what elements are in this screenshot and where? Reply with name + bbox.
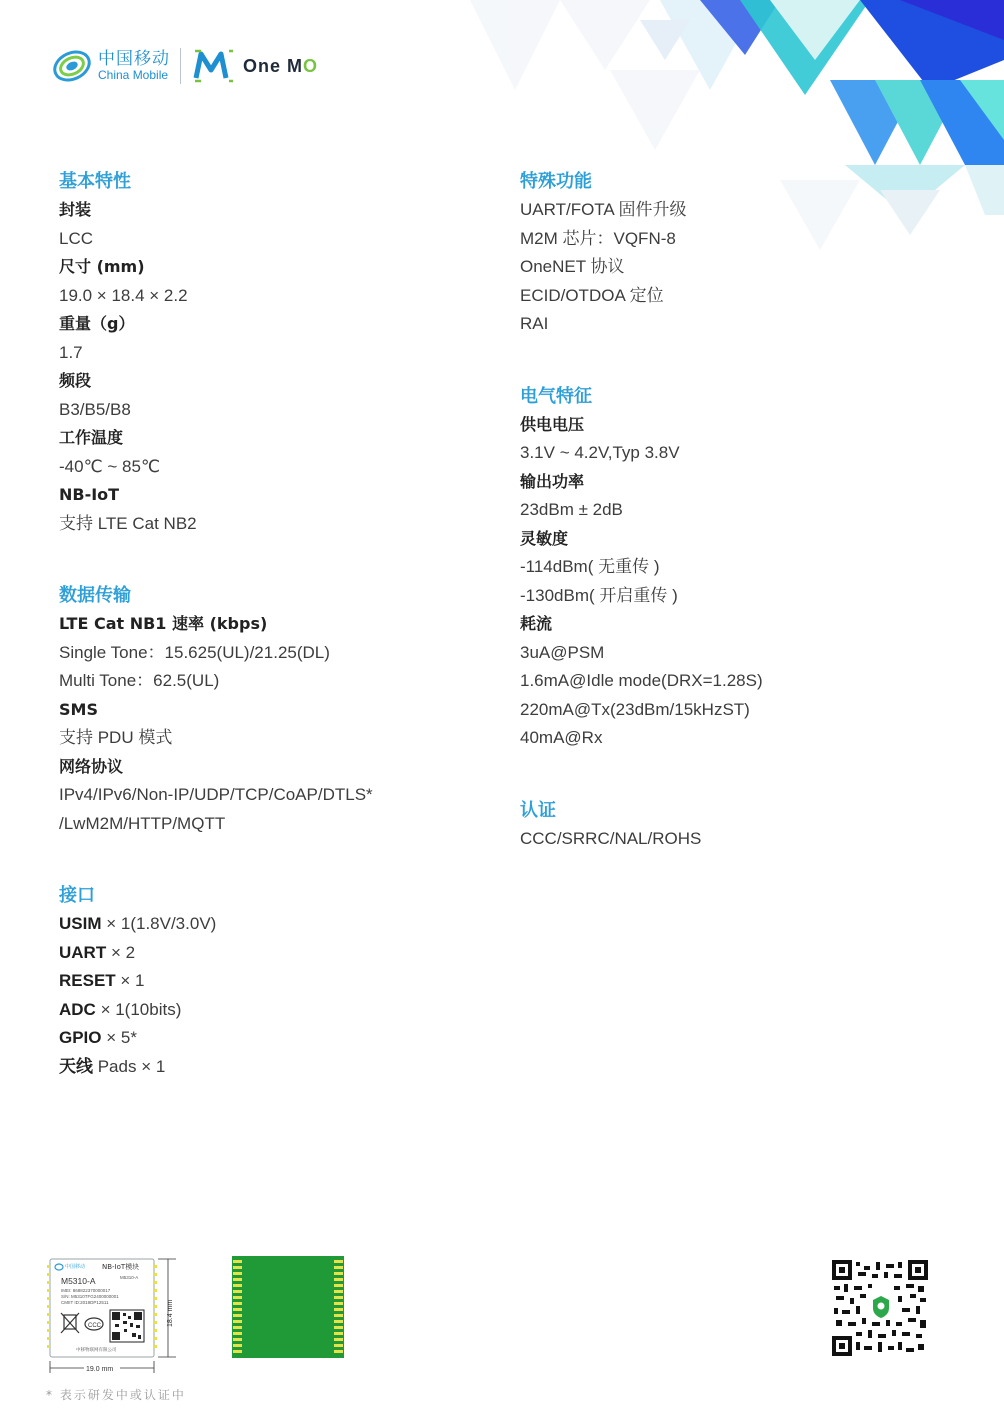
module-model-text: M5310-A: [61, 1276, 96, 1286]
interface-adc: [59, 996, 479, 1025]
spec-value-protocols-1: IPv4/IPv6/Non-IP/UDP/TCP/CoAP/DTLS*: [59, 785, 373, 804]
module-cmiit-text: CMIIT ID:2019DP12511: [61, 1300, 109, 1305]
section-title: 认证: [520, 799, 556, 821]
spec-label-voltage: 供电电压: [520, 414, 585, 434]
interface-name: 天线: [59, 1056, 93, 1076]
board-pad: [334, 1332, 343, 1335]
board-pad: [334, 1272, 343, 1275]
board-pad: [233, 1302, 242, 1305]
spec-value-bands: B3/B5/B8: [59, 399, 131, 419]
board-pad: [233, 1332, 242, 1335]
interface-gpio: [59, 1024, 479, 1053]
svg-text:CCC: CCC: [88, 1323, 101, 1329]
interface-spec: × 1(10bits): [95, 999, 182, 1019]
spec-value-voltage: 3.1V ~ 4.2V,Typ 3.8V: [520, 443, 680, 462]
onemo-wordmark: [243, 56, 318, 77]
spec-value-current-2: 1.6mA@Idle mode(DRX=1.28S): [520, 671, 763, 690]
qr-code-icon: [832, 1260, 928, 1356]
section-data-transmission: [59, 582, 479, 838]
spec-value-nbiot: 支持 LTE Cat NB2: [59, 513, 197, 533]
spec-label-output-power: 输出功率: [520, 471, 585, 491]
spec-column-left: [59, 168, 479, 1125]
feature-line: OneNET 协议: [520, 257, 625, 276]
board-pad: [334, 1320, 343, 1323]
board-pad: [233, 1296, 242, 1299]
board-pad: [233, 1320, 242, 1323]
board-pad: [334, 1302, 343, 1305]
spec-label-rate: LTE Cat NB1 速率 (kbps): [59, 614, 268, 633]
spec-label-package: 封装: [59, 200, 92, 219]
spec-label-sensitivity: 灵敏度: [520, 528, 569, 548]
onemo-wordmark-o: O: [303, 55, 319, 76]
section-title: 数据传输: [59, 585, 131, 606]
spec-value-package: LCC: [59, 228, 94, 248]
section-title: 特殊功能: [520, 171, 592, 192]
board-pad: [233, 1338, 242, 1341]
brand-logos: [52, 44, 318, 88]
board-pad: [334, 1314, 343, 1317]
spec-label-protocols: 网络协议: [59, 756, 124, 776]
spec-label-temperature: 工作温度: [59, 428, 124, 447]
spec-label-sms: SMS: [59, 699, 98, 719]
interface-spec: × 1: [115, 971, 145, 990]
section-electrical: [520, 383, 960, 753]
onemo-logo-icon: [193, 48, 235, 84]
module-model-small: M5310-A: [120, 1275, 139, 1280]
spec-value-size: 19.0 × 18.4 × 2.2: [59, 285, 188, 305]
spec-label-size: 尺寸 (mm): [59, 257, 145, 276]
board-pad: [233, 1326, 242, 1329]
board-pad: [334, 1284, 343, 1287]
board-pad: [233, 1266, 242, 1269]
board-pad: [334, 1266, 343, 1269]
spec-value-sensitivity-2: -130dBm( 开启重传 ): [520, 585, 678, 605]
interface-antenna: [59, 1053, 479, 1082]
feature-line: M2M 芯片：VQFN-8: [520, 228, 676, 248]
interface-uart: [59, 939, 479, 968]
section-title: 电气特征: [520, 385, 592, 407]
board-pad: [233, 1290, 242, 1293]
spec-value-current-4: 40mA@Rx: [520, 728, 603, 747]
board-pad: [233, 1260, 242, 1263]
interface-spec: Pads × 1: [93, 1056, 166, 1076]
feature-line: UART/FOTA 固件升级: [520, 200, 687, 219]
module-label-image: [46, 1255, 186, 1377]
spec-value-weight: 1.7: [59, 342, 83, 362]
module-sn-text: S/N: M5310TFG2400000001: [61, 1294, 119, 1299]
china-mobile-cn: 中国移动: [98, 48, 170, 69]
board-pad: [334, 1278, 343, 1281]
section-interfaces: [59, 882, 479, 1081]
interface-usim: [59, 910, 479, 939]
china-mobile-wordmark: [98, 48, 170, 82]
board-pad: [334, 1290, 343, 1293]
board-pad: [334, 1296, 343, 1299]
board-pad: [233, 1272, 242, 1275]
module-type-text: NB-IoT模块: [102, 1263, 140, 1271]
module-width-dimension: 19.0 mm: [86, 1366, 114, 1373]
spec-value-current-1: 3uA@PSM: [520, 642, 605, 662]
section-title: 接口: [59, 885, 95, 906]
china-mobile-en: China Mobile: [98, 67, 169, 82]
certification-line: CCC/SRRC/NAL/ROHS: [520, 828, 702, 848]
interface-spec: × 5*: [101, 1028, 137, 1047]
china-mobile-logo-icon: [52, 46, 92, 86]
board-pad: [233, 1314, 242, 1317]
section-certification: [520, 797, 960, 854]
section-title: 基本特性: [59, 171, 131, 192]
feature-line: RAI: [520, 314, 549, 333]
spec-value-protocols-2: /LwM2M/HTTP/MQTT: [59, 813, 226, 833]
section-special-functions: [520, 168, 960, 339]
board-pad: [334, 1344, 343, 1347]
module-back-image: [232, 1256, 344, 1358]
spec-column-right: [520, 168, 960, 897]
interface-spec: × 1(1.8V/3.0V): [101, 914, 217, 933]
feature-line: ECID/OTDOA 定位: [520, 285, 664, 305]
board-pad: [233, 1350, 242, 1353]
interface-name: USIM: [59, 914, 102, 933]
module-logo-text: 中国移动: [65, 1264, 86, 1270]
spec-value-output-power: 23dBm ± 2dB: [520, 500, 623, 519]
logo-divider: [180, 48, 181, 84]
board-pad: [233, 1308, 242, 1311]
onemo-wordmark-main: One M: [243, 55, 304, 76]
spec-value-multi-tone: Multi Tone：62.5(UL): [59, 671, 220, 690]
interface-name: GPIO: [59, 1028, 102, 1047]
spec-label-bands: 频段: [59, 371, 92, 390]
interface-reset: [59, 967, 479, 996]
spec-label-current: 耗流: [520, 614, 553, 633]
board-pad: [334, 1326, 343, 1329]
spec-label-weight: 重量（g）: [59, 314, 135, 333]
module-height-dimension: 18.4 mm: [167, 1299, 174, 1327]
board-pad: [233, 1344, 242, 1347]
module-imei-text: IMEI: 868822370000017: [61, 1288, 111, 1293]
interface-name: ADC: [59, 999, 96, 1019]
module-company-text: 中移物联网有限公司: [76, 1348, 117, 1353]
footnote: * 表示研发中或认证中: [46, 1388, 186, 1402]
spec-label-nbiot: NB-IoT: [59, 485, 120, 504]
spec-value-sms: 支持 PDU 模式: [59, 728, 173, 747]
board-pad: [233, 1278, 242, 1281]
board-pad: [334, 1260, 343, 1263]
interface-name: UART: [59, 942, 107, 962]
module-qr-code-icon: [110, 1310, 144, 1342]
spec-value-temperature: -40℃ ~ 85℃: [59, 456, 161, 476]
spec-value-sensitivity-1: -114dBm( 无重传 ): [520, 557, 660, 576]
board-pad: [334, 1338, 343, 1341]
board-pad: [233, 1284, 242, 1287]
spec-value-single-tone: Single Tone：15.625(UL)/21.25(DL): [59, 642, 330, 662]
section-basic-features: [59, 168, 479, 538]
spec-value-current-3: 220mA@Tx(23dBm/15kHzST): [520, 699, 750, 719]
board-pad: [334, 1350, 343, 1353]
interface-name: RESET: [59, 971, 116, 990]
interface-spec: × 2: [106, 942, 136, 962]
board-pad: [334, 1308, 343, 1311]
